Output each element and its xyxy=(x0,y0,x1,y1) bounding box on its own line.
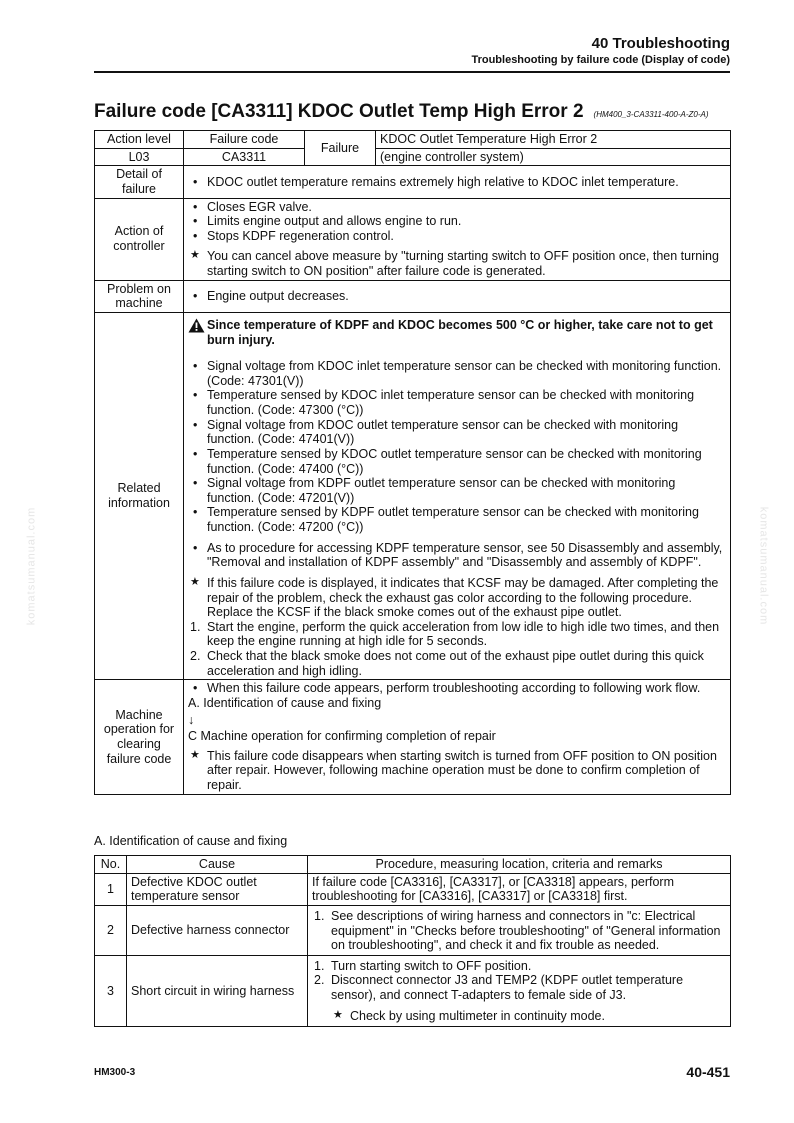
step-text: Start the engine, perform the quick acceleration from low idle to high idle two times, and then keep the engine running at high idle for 5 seconds. xyxy=(207,619,720,649)
watermark-right: komatsumanual.com xyxy=(756,506,769,626)
action-cell xyxy=(184,198,731,280)
watermark-left: komatsumanual.com xyxy=(25,506,38,626)
subsection-title: Troubleshooting by failure code (Display of code) xyxy=(471,54,730,66)
step-text: Disconnect connector J3 and TEMP2 (KDPF outlet temperature sensor), and connect T-adapters to female side of J3. xyxy=(331,973,684,1002)
row-cause: Short circuit in wiring harness xyxy=(127,955,308,1027)
step-number: 2. xyxy=(190,649,201,663)
list-item xyxy=(188,649,726,678)
footer-page-number: 40-451 xyxy=(686,1064,730,1080)
list-item: • Temperature sensed by KDOC inlet temperature sensor can be checked with monitoring function. (Code: 47300 (°C)) xyxy=(188,388,726,417)
down-arrow-icon: ↓ xyxy=(188,712,195,727)
header-no: No. xyxy=(95,856,127,874)
step-text: Check that the black smoke does not come out of the exhaust pipe outlet during this quick acceleration and high idling. xyxy=(207,649,704,678)
table-row xyxy=(95,131,731,149)
failure-name-line1: KDOC Outlet Temperature High Error 2 xyxy=(376,131,731,149)
list-item: • Signal voltage from KDOC inlet temperature sensor can be checked with monitoring function. (Code: 47301(V)) xyxy=(188,359,726,388)
clearing-step-c: C Machine operation for confirming completion of repair xyxy=(188,729,496,744)
problem-cell xyxy=(184,280,731,312)
table-row xyxy=(95,905,731,955)
header-rule xyxy=(94,71,730,73)
list-item: • Temperature sensed by KDOC outlet temperature sensor can be checked with monitoring function. (Code: 47400 (°C)) xyxy=(188,447,726,476)
failure-code-label: Failure code xyxy=(184,131,305,149)
clearing-step-a: A. Identification of cause and fixing xyxy=(188,695,382,710)
title-text: Failure code [CA3311] KDOC Outlet Temp High Error 2 xyxy=(94,101,584,122)
list-item: • Temperature sensed by KDPF outlet temperature sensor can be checked with monitoring function. (Code: 47200 (°C)) xyxy=(188,505,726,534)
section-title: 40 Troubleshooting xyxy=(591,35,730,52)
row-cause: Defective KDOC outlet temperature sensor xyxy=(127,873,308,905)
list-item xyxy=(312,959,726,974)
warning-block xyxy=(188,318,726,347)
step-number: 1. xyxy=(190,619,201,634)
step-number: 2. xyxy=(314,973,325,988)
table-row xyxy=(95,312,731,679)
list-item: • Closes EGR valve. xyxy=(188,200,726,215)
failure-label: Failure xyxy=(305,131,376,166)
table-row xyxy=(95,955,731,1027)
header-procedure: Procedure, measuring location, criteria and remarks xyxy=(308,856,731,874)
clearing-cell xyxy=(184,680,731,794)
list-item xyxy=(312,909,726,953)
step-text: See descriptions of wiring harness and connectors in "c: Electrical equipment" in "Checks before troubleshooting" of "General information on troubleshooting", and check it and fix trouble as needed. xyxy=(331,908,721,953)
table-row xyxy=(95,166,731,198)
table-row xyxy=(95,198,731,280)
list-item xyxy=(188,620,726,649)
action-label: Action of controller xyxy=(95,198,184,280)
related-label: Related information xyxy=(95,312,184,679)
list-item: • Stops KDPF regeneration control. xyxy=(188,229,726,244)
related-cell xyxy=(184,312,731,679)
action-level-label: Action level xyxy=(95,131,184,149)
detail-text: • KDOC outlet temperature remains extremely high relative to KDOC inlet temperature. xyxy=(188,175,726,190)
detail-label: Detail of failure xyxy=(95,166,184,198)
row-number: 3 xyxy=(95,955,127,1027)
detail-cell xyxy=(184,166,731,198)
header-cause: Cause xyxy=(127,856,308,874)
table-row xyxy=(95,280,731,312)
clearing-note: ★ This failure code disappears when starting switch is turned from OFF position to ON position after repair. However, following machine operation must be done to confirm completion of repair. xyxy=(188,749,726,793)
row-note: ★ Check by using multimeter in continuity mode. xyxy=(331,1009,726,1024)
row-number: 1 xyxy=(95,873,127,905)
page-title xyxy=(94,101,709,123)
table-row xyxy=(95,873,731,905)
table-row xyxy=(95,148,731,166)
failure-info-table xyxy=(94,130,731,795)
action-level-value: L03 xyxy=(95,148,184,166)
table-header-row xyxy=(95,856,731,874)
cause-table xyxy=(94,855,731,1027)
clearing-label: Machine operation for clearing failure code xyxy=(95,680,184,794)
related-note: ★ If this failure code is displayed, it indicates that KCSF may be damaged. After completing the repair of the problem, check the exhaust gas color according to the following procedure. Replace the KCSF if the black smoke comes out of the exhaust pipe outlet. xyxy=(188,576,726,620)
clearing-item: • When this failure code appears, perform troubleshooting according to following work flow. xyxy=(188,681,726,696)
related-procedure: • As to procedure for accessing KDPF temperature sensor, see 50 Disassembly and assembly, "Removal and installation of KDPF assembly" and "Disassembly and assembly of KDPF". xyxy=(188,541,726,570)
step-number: 1. xyxy=(314,958,325,973)
failure-code-value: CA3311 xyxy=(184,148,305,166)
table-row xyxy=(95,680,731,794)
step-number: 1. xyxy=(314,908,325,923)
warning-triangle-icon xyxy=(188,318,205,337)
row-procedure xyxy=(308,955,731,1027)
row-procedure: If failure code [CA3316], [CA3317], or [CA3318] appears, perform troubleshooting for [CA3316], [CA3317] or [CA3318] first. xyxy=(308,873,731,905)
list-item xyxy=(312,973,726,1002)
failure-name-line2: (engine controller system) xyxy=(376,148,731,166)
problem-label: Problem on machine xyxy=(95,280,184,312)
row-number: 2 xyxy=(95,905,127,955)
problem-text: • Engine output decreases. xyxy=(188,289,726,304)
row-procedure xyxy=(308,905,731,955)
warning-text: Since temperature of KDPF and KDOC becomes 500 °C or higher, take care not to get burn injury. xyxy=(207,317,713,347)
action-note: ★ You can cancel above measure by "turning starting switch to OFF position once, then turning starting switch to ON position" after failure code is generated. xyxy=(188,249,726,278)
row-cause: Defective harness connector xyxy=(127,905,308,955)
title-reference: (HM400_3-CA3311-400-A-Z0-A) xyxy=(593,110,709,119)
section-subtitle: A. Identification of cause and fixing xyxy=(94,834,288,848)
step-text: Turn starting switch to OFF position. xyxy=(331,958,532,973)
list-item: • Limits engine output and allows engine to run. xyxy=(188,214,726,229)
footer-model: HM300-3 xyxy=(94,1067,136,1078)
list-item: • Signal voltage from KDOC outlet temperature sensor can be checked with monitoring function. (Code: 47401(V)) xyxy=(188,418,726,447)
list-item: • Signal voltage from KDPF outlet temperature sensor can be checked with monitoring function. (Code: 47201(V)) xyxy=(188,476,726,505)
